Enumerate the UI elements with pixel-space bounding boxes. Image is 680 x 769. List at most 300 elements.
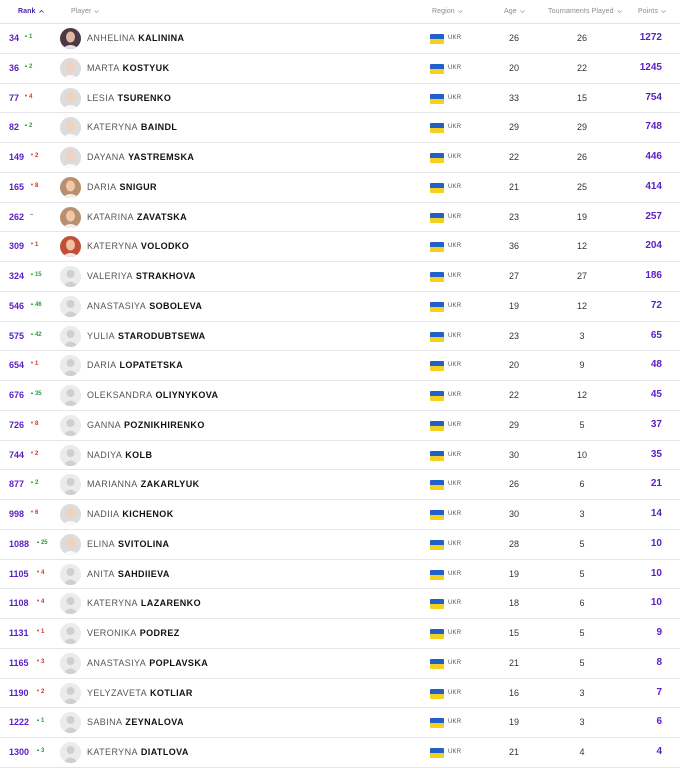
points-value: 48 (650, 359, 662, 371)
region-code: UKR (448, 540, 462, 547)
region-code: UKR (448, 332, 462, 339)
table-row[interactable] (0, 381, 680, 411)
rank-movement (36, 598, 44, 605)
rank-movement (24, 63, 32, 70)
table-row[interactable] (0, 54, 680, 84)
rank-value: 1108 (9, 598, 29, 609)
ukraine-flag-icon (430, 64, 444, 74)
rank-movement (30, 420, 38, 427)
player-first-name: SABINA (87, 717, 123, 728)
avatar[interactable] (60, 623, 81, 644)
tournaments-value: 5 (579, 538, 585, 549)
rank-movement-value: 2 (34, 480, 39, 487)
region-code: UKR (448, 35, 462, 41)
rank-movement (30, 331, 42, 338)
arrow-down-icon: ▼ (30, 449, 34, 455)
avatar[interactable] (60, 712, 81, 733)
ukraine-flag-icon (430, 302, 444, 312)
tournaments-value: 3 (579, 330, 585, 341)
player-last-name: ZAVATSKA (136, 211, 188, 222)
ukraine-flag-icon (430, 570, 444, 580)
rank-movement (30, 152, 38, 159)
player-first-name: MARIANNA (87, 479, 138, 490)
tournaments-value: 19 (576, 211, 587, 222)
tournaments-value: 5 (579, 568, 585, 579)
rank-movement (30, 271, 42, 278)
player-last-name: POZNIKHIRENKO (124, 419, 205, 430)
rank-value: 77 (9, 92, 20, 103)
player-last-name: KOSTYUK (122, 62, 170, 73)
age-value: 22 (508, 390, 519, 400)
avatar[interactable] (60, 88, 81, 109)
age-header-label: Age (504, 8, 517, 15)
avatar[interactable] (60, 326, 81, 347)
arrow-down-icon: ▼ (36, 628, 40, 633)
table-row[interactable] (0, 589, 680, 619)
arrow-up-icon: ▲ (36, 717, 40, 723)
player-last-name: VOLODKO (140, 241, 190, 252)
arrow-up-icon: ▲ (36, 747, 40, 752)
rank-movement-value: 4 (40, 599, 45, 606)
ukraine-flag-icon (430, 421, 444, 431)
tournaments-value: 5 (579, 419, 585, 430)
arrow-up-icon: ▲ (30, 330, 34, 336)
chevron-down-icon (661, 9, 666, 14)
player-name-link[interactable] (87, 539, 169, 549)
tournaments-value: 6 (579, 479, 585, 490)
table-row[interactable] (0, 619, 680, 649)
player-last-name: SOBOLEVA (149, 300, 203, 311)
rank-movement-value: 1 (40, 629, 45, 635)
rank-value: 1190 (9, 687, 29, 698)
rank-movement (30, 479, 38, 486)
region-code: UKR (448, 362, 462, 369)
rank-movement-value: 4 (40, 569, 45, 576)
ukraine-flag-icon (430, 689, 444, 699)
tournaments-value: 3 (579, 509, 585, 519)
rank-movement (30, 360, 38, 367)
rank-value: 262 (9, 211, 25, 222)
player-name-link[interactable] (87, 33, 184, 43)
arrow-down-icon: ▼ (30, 360, 34, 366)
arrow-down-icon: ▼ (36, 687, 40, 693)
player-name-link[interactable] (87, 450, 152, 460)
player-first-name: KATERYNA (87, 747, 138, 757)
table-row[interactable] (0, 84, 680, 114)
player-name-link[interactable] (87, 360, 183, 370)
rank-value: 324 (9, 271, 25, 281)
player-name-link[interactable] (87, 509, 174, 519)
player-name-link[interactable] (87, 628, 180, 638)
ukraine-flag-icon (430, 659, 444, 669)
age-value: 26 (508, 479, 519, 490)
player-last-name: YASTREMSKA (128, 152, 195, 162)
rank-movement-value: 2 (40, 688, 45, 695)
rank-movement (36, 747, 44, 754)
rank-value: 546 (9, 300, 25, 311)
avatar[interactable] (60, 385, 81, 406)
rank-value: 744 (9, 449, 25, 460)
rank-movement (36, 569, 44, 576)
rank-movement-value: 1 (40, 718, 45, 725)
points-value: 45 (650, 389, 662, 400)
rank-movement (24, 33, 32, 40)
player-first-name: MARTA (87, 62, 120, 73)
player-name-link[interactable] (87, 747, 189, 757)
arrow-up-icon: ▲ (36, 538, 40, 544)
avatar[interactable] (60, 28, 81, 49)
region-code: UKR (448, 64, 462, 71)
player-first-name: DARIA (87, 360, 117, 371)
sort-by-player-header[interactable] (71, 8, 99, 15)
player-first-name: ANITA (87, 568, 115, 579)
player-name-link[interactable] (87, 331, 206, 341)
tournaments-value: 15 (576, 92, 587, 103)
age-value: 15 (508, 628, 519, 638)
points-value: 72 (650, 299, 662, 311)
tournaments-header-label: Tournaments Played (548, 8, 614, 15)
player-name-link[interactable] (87, 569, 170, 579)
age-value: 33 (508, 92, 519, 103)
rank-movement-value: 2 (28, 123, 33, 130)
ukraine-flag-icon (430, 34, 444, 44)
rank-movement-value: 6 (34, 510, 39, 516)
sort-by-rank-header[interactable] (18, 8, 44, 15)
region-code: UKR (448, 600, 462, 607)
avatar[interactable] (60, 117, 81, 138)
arrow-down-icon: ▼ (24, 92, 28, 98)
player-name-link[interactable] (87, 598, 201, 608)
table-row[interactable] (0, 262, 680, 292)
age-value: 20 (508, 360, 519, 371)
sort-by-region-header[interactable] (432, 8, 463, 15)
tournaments-value: 26 (576, 33, 587, 43)
rank-movement-value: 1 (34, 242, 39, 249)
avatar[interactable] (60, 296, 81, 317)
rank-movement-value: 42 (34, 331, 42, 338)
age-value: 23 (508, 330, 519, 341)
player-last-name: POPLAVSKA (149, 657, 209, 668)
player-name-link[interactable] (87, 658, 208, 668)
avatar[interactable] (60, 742, 81, 763)
rank-movement (36, 539, 48, 546)
player-last-name: ZAKARLYUK (140, 479, 200, 490)
arrow-up-icon: ▲ (30, 390, 34, 395)
player-last-name: KOLB (125, 449, 153, 460)
player-first-name: ANASTASIYA (87, 657, 147, 668)
table-row[interactable] (0, 708, 680, 738)
rank-value: 82 (9, 122, 20, 133)
rank-movement-value: 2 (34, 450, 39, 457)
age-value: 16 (508, 687, 519, 698)
player-first-name: ANASTASIYA (87, 300, 147, 311)
rank-value: 654 (9, 360, 25, 371)
chevron-down-icon (617, 9, 622, 14)
player-last-name: STARODUBTSEWA (118, 330, 206, 341)
arrow-down-icon: ▼ (30, 241, 34, 247)
rank-movement (36, 658, 44, 665)
ukraine-flag-icon (430, 123, 444, 133)
region-code: UKR (448, 183, 462, 190)
ukraine-flag-icon (430, 391, 444, 401)
tournaments-value: 6 (579, 598, 585, 609)
avatar[interactable] (60, 564, 81, 585)
rank-value: 1105 (9, 568, 29, 579)
age-value: 18 (508, 598, 519, 609)
rank-value: 36 (9, 62, 20, 73)
table-row[interactable] (0, 351, 680, 381)
player-first-name: NADIIA (87, 509, 120, 519)
player-last-name: BAINDL (140, 122, 178, 133)
player-name-link[interactable] (87, 717, 184, 727)
ukraine-flag-icon (430, 94, 444, 104)
avatar[interactable] (60, 147, 81, 168)
rank-value: 575 (9, 330, 25, 341)
arrow-down-icon: ▼ (36, 568, 40, 574)
avatar[interactable] (60, 177, 81, 198)
ukraine-flag-icon (430, 718, 444, 728)
tournaments-value: 12 (576, 390, 587, 400)
arrow-down-icon: ▼ (36, 657, 40, 663)
player-name-link[interactable] (87, 241, 189, 251)
player-name-link[interactable] (87, 271, 196, 281)
points-value: 1272 (639, 32, 662, 43)
avatar[interactable] (60, 593, 81, 614)
rank-movement (30, 390, 42, 397)
table-row[interactable] (0, 173, 680, 203)
player-name-link[interactable] (87, 301, 202, 311)
region-code: UKR (448, 124, 462, 131)
table-row[interactable] (0, 24, 680, 54)
rank-value: 877 (9, 479, 25, 490)
tournaments-value: 26 (576, 152, 587, 162)
points-value: 186 (645, 270, 662, 281)
player-first-name: ELINA (87, 538, 116, 549)
tournaments-value: 3 (579, 717, 585, 728)
age-value: 29 (508, 419, 519, 430)
rank-movement (30, 182, 38, 189)
age-value: 19 (508, 717, 519, 728)
rank-value: 1088 (9, 538, 30, 549)
rank-movement (30, 509, 38, 516)
player-first-name: DAYANA (87, 152, 126, 162)
player-name-link[interactable] (87, 93, 171, 103)
region-code: UKR (448, 243, 462, 250)
tournaments-value: 12 (576, 300, 587, 311)
points-value: 10 (650, 537, 662, 549)
age-value: 21 (508, 181, 519, 192)
rank-value: 1222 (9, 717, 30, 728)
rank-movement-value: 1 (34, 361, 39, 368)
rank-movement-value: 15 (34, 272, 42, 278)
sort-by-tournaments-header[interactable] (548, 8, 622, 15)
ukraine-flag-icon (430, 153, 444, 163)
ukraine-flag-icon (430, 272, 444, 282)
ukraine-flag-icon (430, 510, 444, 520)
points-value: 35 (650, 448, 662, 460)
arrow-up-icon: ▲ (24, 122, 28, 128)
chevron-up-icon (39, 9, 44, 14)
player-last-name: PODREZ (139, 628, 180, 638)
rank-movement-value: 3 (40, 658, 45, 665)
table-row[interactable] (0, 143, 680, 173)
avatar[interactable] (60, 415, 81, 436)
region-code: UKR (448, 392, 462, 398)
rank-movement-value: 1 (28, 34, 33, 40)
rank-value: 676 (9, 390, 25, 400)
player-first-name: YELYZAVETA (87, 687, 148, 698)
chevron-down-icon (520, 9, 525, 14)
table-row[interactable] (0, 560, 680, 590)
rank-movement (30, 450, 38, 457)
player-first-name: LESIA (87, 92, 115, 103)
region-code: UKR (448, 689, 462, 696)
player-header-label: Player (71, 8, 92, 15)
arrow-up-icon: ▲ (30, 300, 34, 306)
player-first-name: VERONIKA (87, 628, 137, 638)
rank-value: 1131 (9, 628, 29, 638)
table-row[interactable] (0, 232, 680, 262)
age-value: 36 (508, 241, 519, 252)
points-value: 8 (656, 656, 662, 668)
sort-by-points-header[interactable] (638, 8, 666, 15)
arrow-down-icon: ▼ (30, 181, 34, 187)
rank-movement-value: 8 (34, 182, 39, 189)
table-row[interactable] (0, 441, 680, 471)
points-value: 14 (650, 508, 662, 519)
player-first-name: NADIYA (87, 449, 123, 460)
player-first-name: KATERYNA (87, 241, 138, 252)
table-row[interactable] (0, 649, 680, 679)
region-code: UKR (448, 273, 462, 279)
ukraine-flag-icon (430, 599, 444, 609)
region-code: UKR (448, 659, 462, 666)
avatar[interactable] (60, 58, 81, 79)
region-code: UKR (448, 154, 462, 160)
region-code: UKR (448, 302, 462, 309)
points-value: 257 (645, 210, 662, 222)
rank-value: 1300 (9, 747, 30, 757)
avatar[interactable] (60, 534, 81, 555)
table-row[interactable] (0, 500, 680, 530)
table-row[interactable] (0, 203, 680, 233)
points-value: 414 (645, 180, 662, 192)
player-last-name: SNIGUR (119, 181, 157, 192)
avatar[interactable] (60, 355, 81, 376)
table-row[interactable] (0, 470, 680, 500)
ukraine-flag-icon (430, 242, 444, 252)
player-name-link[interactable] (87, 479, 200, 489)
avatar[interactable] (60, 474, 81, 495)
region-code: UKR (448, 481, 462, 488)
player-last-name: STRAKHOVA (135, 271, 196, 281)
player-first-name: GANNA (87, 419, 122, 430)
table-row[interactable] (0, 679, 680, 709)
avatar[interactable] (60, 445, 81, 466)
rank-value: 1165 (9, 657, 29, 668)
table-row[interactable] (0, 738, 680, 768)
rank-movement (24, 122, 32, 129)
player-name-link[interactable] (87, 420, 205, 430)
region-code: UKR (448, 213, 462, 220)
rank-value: 998 (9, 509, 25, 519)
table-row[interactable] (0, 113, 680, 143)
player-last-name: LOPATETSKA (119, 360, 184, 371)
player-name-link[interactable] (87, 688, 193, 698)
player-name-link[interactable] (87, 63, 169, 73)
player-first-name: KATERYNA (87, 598, 138, 609)
arrow-down-icon: ▼ (30, 509, 34, 514)
arrow-down-icon: ▼ (30, 152, 34, 157)
ukraine-flag-icon (430, 183, 444, 193)
region-code: UKR (448, 421, 462, 428)
region-code: UKR (448, 749, 462, 755)
rank-movement (36, 688, 44, 695)
ukraine-flag-icon (430, 540, 444, 550)
table-body (0, 24, 680, 768)
ukraine-flag-icon (430, 332, 444, 342)
avatar[interactable] (60, 504, 81, 525)
player-last-name: ZEYNALOVA (125, 717, 184, 728)
tournaments-value: 3 (579, 687, 585, 698)
player-name-link[interactable] (87, 212, 187, 222)
rank-movement-value: – (30, 211, 34, 218)
tournaments-value: 4 (579, 747, 585, 757)
avatar[interactable] (60, 683, 81, 704)
arrow-up-icon: ▲ (30, 271, 34, 276)
avatar[interactable] (60, 653, 81, 674)
age-value: 29 (508, 122, 519, 133)
tournaments-value: 5 (579, 628, 585, 638)
region-code: UKR (448, 630, 462, 636)
points-value: 10 (650, 567, 662, 579)
region-code: UKR (448, 570, 462, 577)
age-value: 28 (508, 538, 519, 549)
table-row[interactable] (0, 530, 680, 560)
rank-movement (24, 93, 32, 100)
tournaments-value: 29 (576, 122, 587, 133)
avatar[interactable] (60, 266, 81, 287)
table-row[interactable] (0, 411, 680, 441)
player-name-link[interactable] (87, 182, 157, 192)
avatar[interactable] (60, 207, 81, 228)
tournaments-value: 5 (579, 657, 585, 668)
region-code: UKR (448, 511, 462, 517)
region-header-label: Region (432, 8, 455, 15)
rank-value: 309 (9, 241, 25, 252)
chevron-down-icon (94, 9, 99, 14)
player-name-link[interactable] (87, 152, 194, 162)
rank-movement-value: 2 (28, 63, 33, 70)
player-last-name: LAZARENKO (140, 598, 201, 609)
player-name-link[interactable] (87, 122, 177, 132)
chevron-down-icon (458, 9, 463, 14)
avatar[interactable] (60, 236, 81, 257)
table-row[interactable] (0, 322, 680, 352)
table-row[interactable] (0, 292, 680, 322)
sort-by-age-header[interactable] (504, 8, 525, 15)
tournaments-value: 25 (576, 181, 587, 192)
player-last-name: SAHDIIEVA (117, 568, 170, 579)
player-last-name: SVITOLINA (118, 538, 170, 549)
player-first-name: VALERIYA (87, 271, 133, 281)
player-name-link[interactable] (87, 390, 218, 400)
rank-movement-value: 8 (34, 420, 39, 427)
age-value: 19 (508, 300, 519, 311)
tournaments-value: 10 (576, 449, 587, 460)
rank-value: 149 (9, 152, 25, 162)
points-value: 204 (645, 240, 662, 252)
